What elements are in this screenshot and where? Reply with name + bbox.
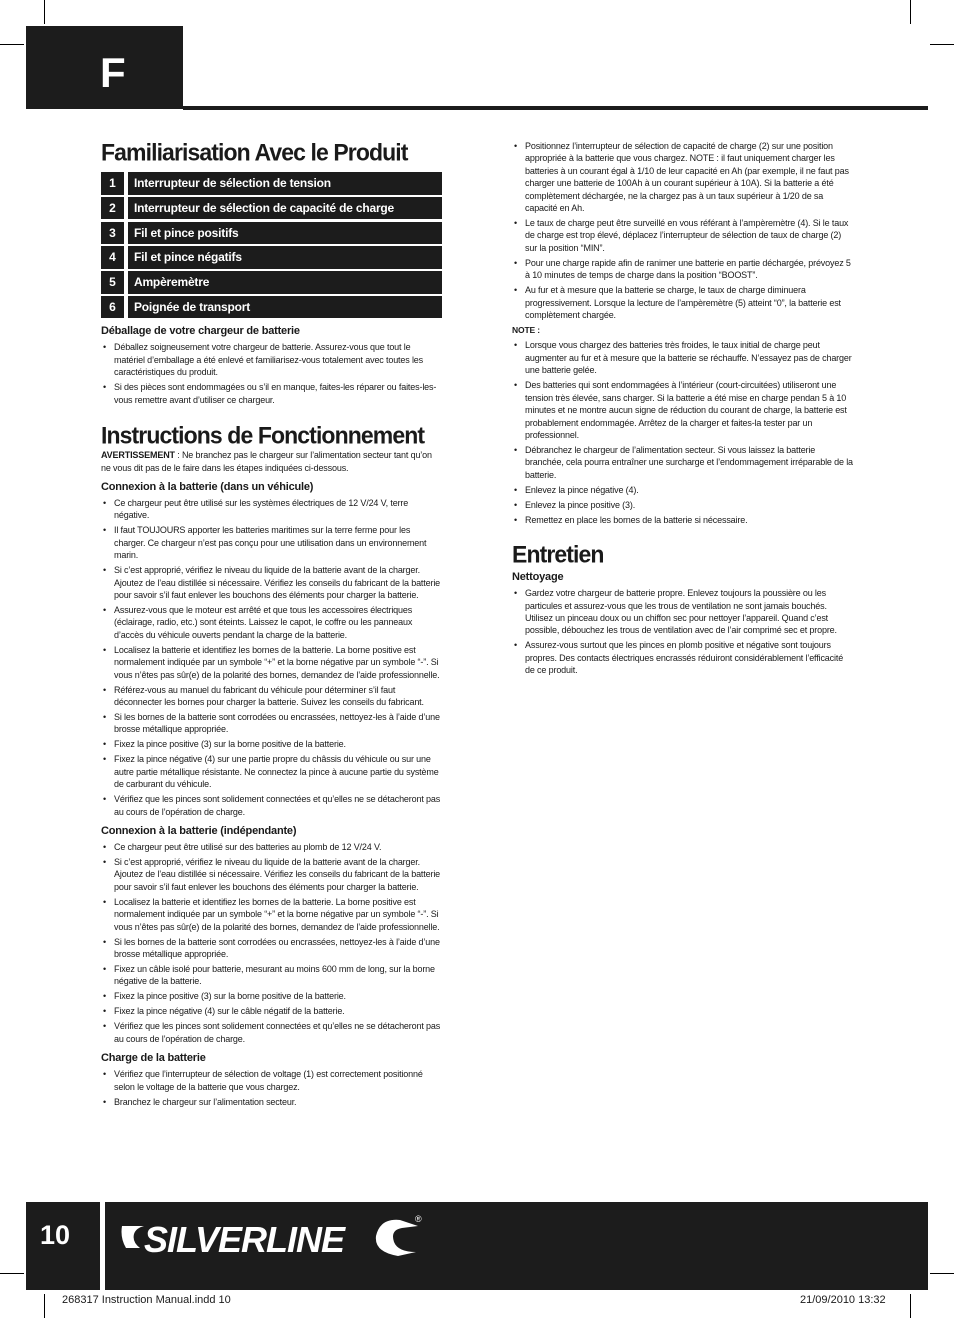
left-column xyxy=(101,138,442,1111)
list-item: • Si c’est approprié, vérifiez le niveau du liquide de la batterie avant de la charger. Ajoutez de l’eau distillée si nécessaire. Vérifiez les conseils du fabricant de la batterie pour savoir s’il faut enlever les bouchons des éléments pour charger la batterie. xyxy=(101,564,442,601)
list-item: • Assurez-vous que le moteur est arrêté et que tous les accessoires électriques (éclairage, radio, etc.) sont éteints. Laissez le capot, le coffre ou les panneaux d’accès du véhicule ouverts pendant la charge de la batterie. xyxy=(101,604,442,641)
part-label: Interrupteur de sélection de capacité de charge xyxy=(128,197,442,220)
part-row xyxy=(101,197,442,220)
part-label: Fil et pince positifs xyxy=(128,222,442,245)
list-item: • Il faut TOUJOURS apporter les batteries maritimes sur la terre ferme pour les charger. Ce chargeur n’est pas conçu pour une utilisation dans un environnement marin. xyxy=(101,524,442,561)
unpacking-list xyxy=(101,341,442,406)
crop-mark xyxy=(44,1294,45,1318)
part-row xyxy=(101,222,442,245)
header-rule xyxy=(183,106,928,110)
list-item: • Pour une charge rapide afin de ranimer une batterie en partie déchargée, prévoyez 5 à 10 minutes de temps de charge dans la position “BOOST”. xyxy=(512,257,854,282)
part-number: 2 xyxy=(101,197,124,220)
list-item: • Si des pièces sont endommagées ou s’il en manque, faites-les réparer ou faites-les-vous remettre avant d’utiliser ce chargeur. xyxy=(101,381,442,406)
part-row xyxy=(101,271,442,294)
list-item: • Gardez votre chargeur de batterie propre. Enlevez toujours la poussière ou les particules et assurez-vous que les trous de ventilation ne sont jamais bouchés. Utilisez un pinceau doux ou un chiffon sec pour nettoyer l’appareil. Quand c’est possible, débouchez les trous de ventilation avec de l’air comprimé sec et propre. xyxy=(512,587,854,637)
warning-text: : Ne branchez pas le chargeur sur l’alimentation secteur tant qu’on ne vous dit pas de le faire dans les étapes indiquées ci-dessous. xyxy=(101,450,432,473)
slug-datetime: 21/09/2010 13:32 xyxy=(800,1294,886,1306)
right-column xyxy=(512,140,854,679)
list-item: • Enlevez la pince positive (3). xyxy=(512,499,854,511)
crop-mark xyxy=(930,1273,954,1274)
list-item: • Des batteries qui sont endommagées à l’intérieur (court-circuitées) utiliseront une tension très élevée, sans charger. Si la batterie a été mise en charge pendan 5 à 10 minutes et ne montre aucun signe de réduction du courant de charge, la batterie est probablement endommagée. Arrêtez de la charger et faites-la tester par un professionnel. xyxy=(512,379,854,441)
crop-mark xyxy=(0,44,24,45)
list-item: • Assurez-vous surtout que les pinces en plomb positive et négative sont toujours propres. Des contacts électriques encrassés réduiront considérablement l’efficacité de ce produit. xyxy=(512,639,854,676)
list-item: • Enlevez la pince négative (4). xyxy=(512,484,854,496)
crop-mark xyxy=(0,1273,24,1274)
crop-mark xyxy=(44,0,45,24)
list-item: • Localisez la batterie et identifiez les bornes de la batterie. La borne positive est normalement indiquée par un symbole “+” et la borne négative par un symbole “-”. Si vous n’êtes pas sûr(e) de la polarité des bornes, demandez de l’aide professionnelle. xyxy=(101,644,442,681)
part-label: Fil et pince négatifs xyxy=(128,246,442,269)
part-number: 5 xyxy=(101,271,124,294)
vehicle-list xyxy=(101,497,442,818)
list-item: • Si les bornes de la batterie sont corrodées ou encrassées, nettoyez-les à l’aide d’une brosse métallique appropriée. xyxy=(101,711,442,736)
list-item: • Fixez la pince négative (4) sur une partie propre du châssis du véhicule ou sur une autre partie métallique résistante. Ne connectez la pince à aucune partie du système de carburant du véhicule. xyxy=(101,753,442,790)
subheading-independent: Connexion à la batterie (indépendante) xyxy=(101,825,297,838)
list-item: • Si c’est approprié, vérifiez le niveau du liquide de la batterie avant de la charger. Ajoutez de l’eau distillée si nécessaire. Vérifiez les conseils du fabricant de la batterie pour savoir s’il faut enlever les bouchons des éléments pour charger la batterie. xyxy=(101,856,442,893)
charging-list xyxy=(101,1068,442,1108)
list-item: • Vérifiez que l’interrupteur de sélection de voltage (1) est correctement positionné selon le voltage de la batterie que vous chargez. xyxy=(101,1068,442,1093)
list-item: • Le taux de charge peut être surveillé en vous référant à l’ampèremètre (4). Si le taux de charge est trop élevé, déplacez l’interrupteur de sélection de taux de charge (2) sur la position “MIN”. xyxy=(512,217,854,254)
crop-mark xyxy=(930,44,954,45)
list-item: • Lorsque vous chargez des batteries très froides, le taux initial de charge peut augmenter au fur et à mesure que la batterie se réchauffe. N’essayez pas de charger une batterie gelée. xyxy=(512,339,854,376)
part-row xyxy=(101,172,442,195)
list-item: • Ce chargeur peut être utilisé sur les systèmes électriques de 12 V/24 V, terre négative. xyxy=(101,497,442,522)
list-item: • Fixez un câble isolé pour batterie, mesurant au moins 600 mm de long, sur la borne négative de la batterie. xyxy=(101,963,442,988)
crop-mark xyxy=(910,0,911,24)
list-item: • Au fur et à mesure que la batterie se charge, le taux de charge diminuera progressivement. Lorsque la lecture de l’ampèremètre (5) atteint “0”, la batterie est complètement chargée. xyxy=(512,284,854,321)
part-number: 4 xyxy=(101,246,124,269)
language-letter: F xyxy=(100,49,126,96)
warning-paragraph xyxy=(101,449,442,474)
notes-list xyxy=(512,339,854,526)
crop-mark xyxy=(910,1294,911,1318)
list-item: • Branchez le chargeur sur l’alimentation secteur. xyxy=(101,1096,442,1108)
list-item: • Si les bornes de la batterie sont corrodées ou encrassées, nettoyez-les à l’aide d’une brosse métallique appropriée. xyxy=(101,936,442,961)
list-item: • Fixez la pince positive (3) sur la borne positive de la batterie. xyxy=(101,990,442,1002)
section-title-instructions: Instructions de Fonctionnement xyxy=(101,421,425,449)
section-title-maintenance: Entretien xyxy=(512,540,604,568)
page-number: 10 xyxy=(40,1220,71,1250)
list-item: • Référez-vous au manuel du fabricant du véhicule pour déterminer s’il faut déconnecter les bornes pour charger la batterie. Suivez les conseils du fabricant. xyxy=(101,684,442,709)
part-label: Interrupteur de sélection de tension xyxy=(128,172,442,195)
section-title-familiarisation: Familiarisation Avec le Produit xyxy=(101,138,408,166)
part-number: 3 xyxy=(101,222,124,245)
part-label: Ampèremètre xyxy=(128,271,442,294)
subheading-cleaning: Nettoyage xyxy=(512,571,564,584)
list-item: • Vérifiez que les pinces sont solidement connectées et qu’elles ne se détacheront pas au cours de l’opération de charge. xyxy=(101,793,442,818)
list-item: • Débranchez le chargeur de l’alimentation secteur. Si vous laissez la batterie branchée, cela pourra entraîner une surcharge et l’endommagement irréparable de la batterie. xyxy=(512,444,854,481)
footer-divider xyxy=(100,1202,105,1290)
list-item: • Remettez en place les bornes de la batterie si nécessaire. xyxy=(512,514,854,526)
parts-list xyxy=(101,172,442,318)
cleaning-list xyxy=(512,587,854,676)
registered-mark: ® xyxy=(415,1214,422,1224)
part-number: 1 xyxy=(101,172,124,195)
brand-wordmark: SILVERLINE xyxy=(144,1219,345,1260)
list-item: • Déballez soigneusement votre chargeur de batterie. Assurez-vous que tout le matériel d’emballage a été enlevé et familiarisez-vous totalement avec toutes les caractéristiques du produit. xyxy=(101,341,442,378)
independent-list xyxy=(101,841,442,1045)
list-item: • Ce chargeur peut être utilisé sur des batteries au plomb de 12 V/24 V. xyxy=(101,841,442,853)
list-item: • Fixez la pince négative (4) sur le câble négatif de la batterie. xyxy=(101,1005,442,1017)
subheading-vehicle: Connexion à la batterie (dans un véhicule) xyxy=(101,480,314,493)
list-item: • Fixez la pince positive (3) sur la borne positive de la batterie. xyxy=(101,738,442,750)
part-label: Poignée de transport xyxy=(128,296,442,319)
slug-filename: 268317 Instruction Manual.indd 10 xyxy=(62,1294,231,1306)
list-item: • Positionnez l’interrupteur de sélection de capacité de charge (2) sur une position appropriée à la batterie que vous chargez. NOTE : il faut uniquement charger les batteries à un courant égal à 1/10 de leur capacité en Ah (par exemple, il ne faut pas charger une batterie de 100Ah à un courant supérieur à 10A). Si la batterie a été complètement déchargée, ne la chargez pas à un taux supérieur à 1/20 de sa capacité en Ah. xyxy=(512,140,854,214)
subheading-charging: Charge de la batterie xyxy=(101,1052,206,1065)
silverline-logo xyxy=(118,1212,428,1264)
subheading-unpacking: Déballage de votre chargeur de batterie xyxy=(101,325,300,338)
list-item: • Localisez la batterie et identifiez les bornes de la batterie. La borne positive est normalement indiquée par un symbole “+” et la borne négative par un symbole “-”. Si vous n’êtes pas sûr(e) de la polarité des bornes, demandez de l’aide professionnelle. xyxy=(101,896,442,933)
warning-label: AVERTISSEMENT xyxy=(101,450,175,461)
part-row xyxy=(101,296,442,319)
part-number: 6 xyxy=(101,296,124,319)
note-label: NOTE : xyxy=(512,325,540,336)
list-item: • Vérifiez que les pinces sont solidement connectées et qu’elles ne se détacheront pas au cours de l’opération de charge. xyxy=(101,1020,442,1045)
part-row xyxy=(101,246,442,269)
charging-continued-list xyxy=(512,140,854,321)
